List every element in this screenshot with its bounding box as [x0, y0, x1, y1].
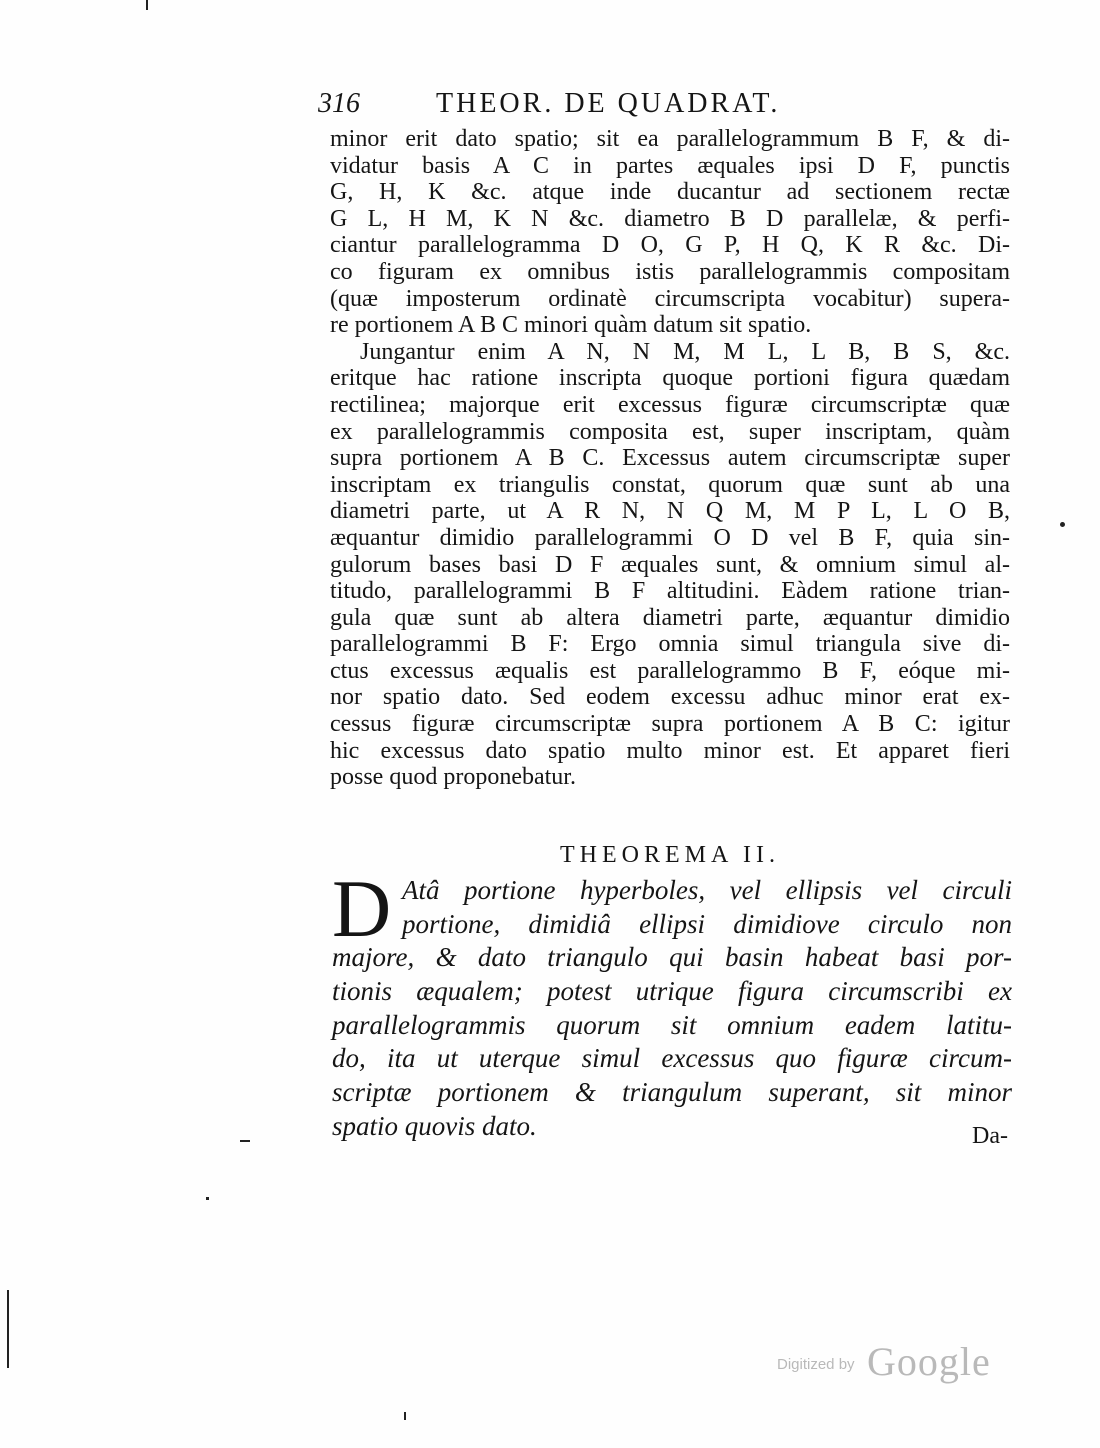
running-head	[318, 88, 1008, 124]
text-line: gulorum bases basi D F æquales sunt, & omnium simul al-	[330, 551, 1010, 578]
text-line: G L, H M, K N &c. diametro B D parallelæ, & perfi-	[330, 205, 1010, 232]
theorem-line: portione, dimidiâ ellipsi dimidiove circulo non	[402, 908, 1012, 939]
running-head-title: THEOR. DE QUADRAT.	[436, 88, 781, 119]
google-logo: Google	[867, 1339, 991, 1384]
theorem-line: spatio quovis dato.	[332, 1110, 537, 1141]
theorem-line: tionis æqualem; potest utrique figura circumscribi ex	[332, 976, 1012, 1007]
scan-mark	[7, 1290, 9, 1368]
text-line: re portionem A B C minori quàm datum sit spatio.	[330, 312, 812, 339]
scan-mark	[1060, 522, 1065, 527]
text-line: æquantur dimidio parallelogrammi O D vel B F, quia sin-	[330, 524, 1010, 551]
text-line: ex parallelogrammis composita est, super inscriptam, quàm	[330, 418, 1010, 445]
digitized-watermark	[777, 1338, 1007, 1382]
scan-mark	[206, 1197, 209, 1200]
text-line: G, H, K &c. atque inde ducantur ad sectionem rectæ	[330, 179, 1010, 206]
scan-mark	[146, 0, 148, 10]
text-line: nor spatio dato. Sed eodem excessu adhuc minor erat ex-	[330, 684, 1010, 711]
text-line: parallelogrammi B F: Ergo omnia simul triangula sive di-	[330, 631, 1010, 658]
drop-cap: D	[332, 863, 392, 954]
text-line: supra portionem A B C. Excessus autem circumscriptæ super	[330, 445, 1010, 472]
text-line: ctus excessus æqualis est parallelogrammo B F, eóque mi-	[330, 657, 1010, 684]
theorem-line: majore, & dato triangulo qui basin habeat basi por-	[332, 942, 1012, 973]
theorem-line: parallelogrammis quorum sit omnium eadem latitu-	[332, 1009, 1012, 1040]
text-line: cessus figuræ circumscriptæ supra portionem A B C: igitur	[330, 711, 1010, 738]
watermark-prefix: Digitized by	[777, 1356, 855, 1373]
text-line: titudo, parallelogrammi B F altitudini. Eàdem ratione trian-	[330, 578, 1010, 605]
text-line: rectilinea; majorque erit excessus figuræ circumscriptæ quæ	[330, 391, 1010, 418]
text-line: co figuram ex omnibus istis parallelogrammis compositam	[330, 258, 1010, 285]
theorem-statement	[332, 863, 1012, 1144]
catchword: Da-	[972, 1123, 1008, 1149]
text-line: inscriptam ex triangulis constat, quorum quæ sunt ab una	[330, 471, 1010, 498]
theorem-heading: THEOREMA II.	[560, 842, 780, 868]
text-line: eritque hac ratione inscripta quoque portioni figura quædam	[330, 365, 1010, 392]
text-line: minor erit dato spatio; sit ea parallelogrammum B F, & di-	[330, 126, 1010, 152]
theorem-line: scriptæ portionem & triangulum superant, sit minor	[332, 1077, 1012, 1108]
text-line: vidatur basis A C in partes æquales ipsi D F, punctis	[330, 152, 1010, 179]
text-line: diametri parte, ut A R N, N Q M, M P L, L O B,	[330, 498, 1010, 525]
text-line: (quæ imposterum ordinatè circumscripta vocabitur) supera-	[330, 285, 1010, 312]
theorem-line: do, ita ut uterque simul excessus quo figuræ circum-	[332, 1043, 1012, 1074]
text-line: gula quæ sunt ab altera diametri parte, æquantur dimidio	[330, 604, 1010, 631]
scan-mark	[404, 1412, 406, 1420]
text-line: posse quod proponebatur.	[330, 764, 576, 791]
text-line: ciantur parallelogramma D O, G P, H Q, K R &c. Di-	[330, 232, 1010, 259]
page-number: 316	[318, 88, 360, 119]
text-line: Jungantur enim A N, N M, M L, L B, B S, &c.	[360, 338, 1010, 365]
scan-mark	[240, 1140, 250, 1142]
theorem-line: Atâ portione hyperboles, vel ellipsis vel circuli	[402, 875, 1012, 905]
text-line: hic excessus dato spatio multo minor est. Et apparet fieri	[330, 737, 1010, 764]
body-text	[330, 126, 1010, 791]
